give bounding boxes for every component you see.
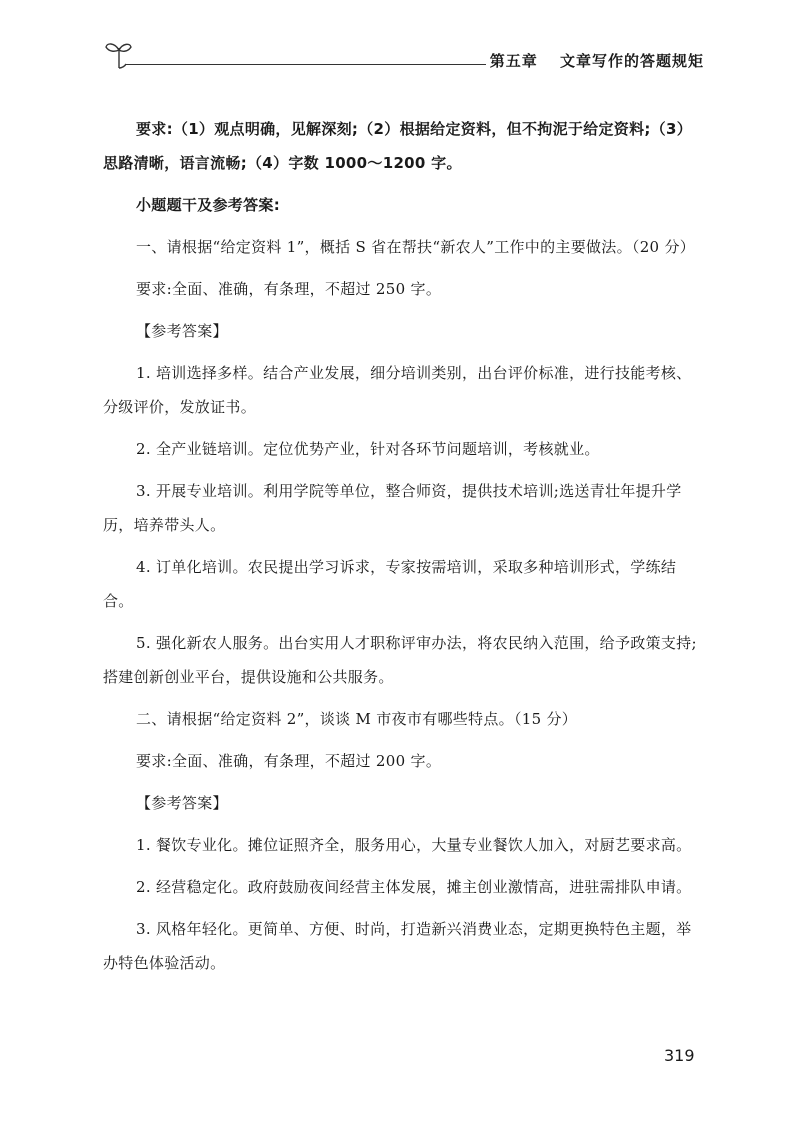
chapter-name: 文章写作的答题规矩: [559, 52, 704, 70]
answer-item: 3. 开展专业培训。利用学院等单位，整合师资，提供技术培训;选送青壮年提升学历，培养带头人。: [103, 482, 682, 534]
answer-item: 2. 全产业链培训。定位优势产业，针对各环节问题培训，考核就业。: [136, 440, 600, 458]
answer-item: 2. 经营稳定化。政府鼓励夜间经营主体发展，摊主创业激情高，进驻需排队申请。: [136, 878, 692, 896]
page-header: [104, 38, 704, 78]
question-2-answer-label: 【参考答案】: [136, 794, 228, 812]
page-number: 319: [664, 1046, 695, 1065]
question-1-answer-label: 【参考答案】: [136, 322, 228, 340]
answer-item: 1. 餐饮专业化。摊位证照齐全，服务用心，大量专业餐饮人加入，对厨艺要求高。: [136, 836, 692, 854]
answer-item: 1. 培训选择多样。结合产业发展，细分培训类别，出台评价标准，进行技能考核、分级评价，发放证书。: [103, 364, 692, 416]
header-rule: [126, 64, 486, 65]
question-1: 一、请根据“给定资料 1”，概括 S 省在帮扶“新农人”工作中的主要做法。（20 分）: [136, 238, 696, 256]
chapter-title: [490, 50, 704, 71]
sprout-icon: [104, 38, 134, 70]
answer-item: 4. 订单化培训。农民提出学习诉求，专家按需培训，采取多种培训形式，学练结合。: [103, 558, 677, 610]
answer-item: 5. 强化新农人服务。出台实用人才职称评审办法，将农民纳入范围，给予政策支持;搭建创新创业平台，提供设施和公共服务。: [103, 634, 697, 686]
essay-requirements: 要求:（1）观点明确，见解深刻;（2）根据给定资料，但不拘泥于给定资料;（3）思路清晰，语言流畅;（4）字数 1000～1200 字。: [103, 120, 693, 172]
question-2: 二、请根据“给定资料 2”，谈谈 M 市夜市有哪些特点。（15 分）: [136, 710, 578, 728]
question-1-requirement: 要求:全面、准确，有条理，不超过 250 字。: [136, 280, 442, 298]
chapter-number: 第五章: [489, 52, 538, 70]
section-heading: 小题题干及参考答案:: [136, 196, 280, 214]
answer-item: 3. 风格年轻化。更简单、方便、时尚，打造新兴消费业态，定期更换特色主题，举办特色体验活动。: [103, 920, 692, 972]
page-body: [103, 112, 699, 980]
question-2-requirement: 要求:全面、准确，有条理，不超过 200 字。: [136, 752, 442, 770]
